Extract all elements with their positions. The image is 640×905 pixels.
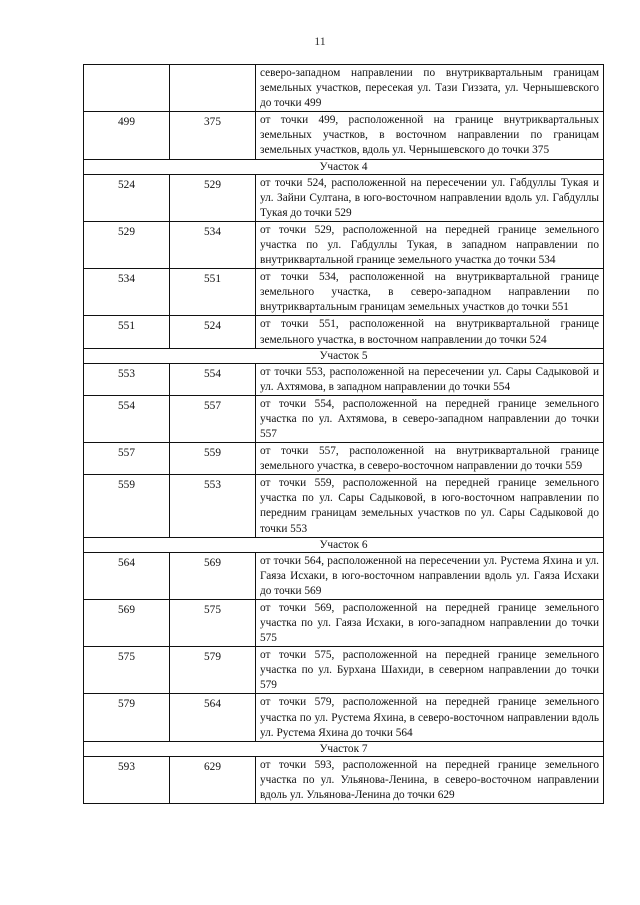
table-row — [84, 475, 604, 537]
to-point-cell: 569 — [170, 552, 256, 599]
to-point-cell — [170, 65, 256, 112]
description-cell: от точки 575, расположенной на передней границе земельного участка по ул. Бурхана Шахиди, в северном направлении до точки 579 — [256, 647, 604, 694]
section-header-row — [84, 537, 604, 552]
table-row — [84, 221, 604, 268]
table-row — [84, 112, 604, 159]
from-point-cell: 579 — [84, 694, 170, 741]
description-cell: от точки 554, расположенной на передней границе земельного участка по ул. Ахтямова, в северо-западном направлении до точки 557 — [256, 395, 604, 442]
table-row — [84, 65, 604, 112]
section-title: Участок 6 — [84, 537, 604, 552]
description-cell: от точки 559, расположенной на передней границе земельного участка по ул. Сары Садыковой, в юго-восточном направлении по передним границам земельных участков по ул. Сары Садыковой до точки 553 — [256, 475, 604, 537]
to-point-cell: 557 — [170, 395, 256, 442]
section-title: Участок 4 — [84, 159, 604, 174]
description-cell: от точки 534, расположенной на внутриквартальной границе земельного участка, в северо-западном направлении по внутриквартальным границам земельных участков до точки 551 — [256, 269, 604, 316]
to-point-cell: 579 — [170, 647, 256, 694]
to-point-cell: 553 — [170, 475, 256, 537]
description-cell: от точки 579, расположенной на передней границе земельного участка по ул. Рустема Яхина, в северо-восточном направлении вдоль ул. Рустема Яхина до точки 564 — [256, 694, 604, 741]
to-point-cell: 575 — [170, 599, 256, 646]
boundary-table — [83, 64, 604, 804]
from-point-cell: 593 — [84, 756, 170, 803]
from-point-cell: 553 — [84, 363, 170, 395]
table-row — [84, 316, 604, 348]
from-point-cell: 554 — [84, 395, 170, 442]
to-point-cell: 529 — [170, 174, 256, 221]
from-point-cell: 551 — [84, 316, 170, 348]
to-point-cell: 375 — [170, 112, 256, 159]
table-row — [84, 443, 604, 475]
from-point-cell: 575 — [84, 647, 170, 694]
description-cell: от точки 557, расположенной на внутриквартальной границе земельного участка, в северо-восточном направлении до точки 559 — [256, 443, 604, 475]
from-point-cell: 559 — [84, 475, 170, 537]
to-point-cell: 551 — [170, 269, 256, 316]
description-cell: от точки 553, расположенной на пересечении ул. Сары Садыковой и ул. Ахтямова, в западном направлении до точки 554 — [256, 363, 604, 395]
table-row — [84, 269, 604, 316]
description-cell: от точки 564, расположенной на пересечении ул. Рустема Яхина и ул. Гаяза Исхаки, в юго-восточном направлении вдоль ул. Гаяза Исхаки до точки 569 — [256, 552, 604, 599]
table-row — [84, 599, 604, 646]
description-cell: от точки 529, расположенной на передней границе земельного участка по ул. Габдуллы Тукая, в западном направлении по внутриквартальной границе земельного участка до точки 534 — [256, 221, 604, 268]
description-cell: от точки 524, расположенной на пересечении ул. Габдуллы Тукая и ул. Зайни Султана, в юго-восточном направлении вдоль ул. Габдуллы Тукая до точки 529 — [256, 174, 604, 221]
description-cell: от точки 593, расположенной на передней границе земельного участка по ул. Ульянова-Ленина, в северо-восточном направлении вдоль ул. Ульянова-Ленина до точки 629 — [256, 756, 604, 803]
table-row — [84, 756, 604, 803]
from-point-cell: 534 — [84, 269, 170, 316]
to-point-cell: 524 — [170, 316, 256, 348]
section-header-row — [84, 741, 604, 756]
from-point-cell: 524 — [84, 174, 170, 221]
section-header-row — [84, 159, 604, 174]
from-point-cell: 529 — [84, 221, 170, 268]
to-point-cell: 554 — [170, 363, 256, 395]
from-point-cell — [84, 65, 170, 112]
table-row — [84, 395, 604, 442]
table-row — [84, 363, 604, 395]
page-number: 11 — [314, 34, 326, 48]
table-row — [84, 647, 604, 694]
table-row — [84, 552, 604, 599]
table-row — [84, 694, 604, 741]
to-point-cell: 534 — [170, 221, 256, 268]
table-row — [84, 174, 604, 221]
to-point-cell: 564 — [170, 694, 256, 741]
from-point-cell: 499 — [84, 112, 170, 159]
from-point-cell: 557 — [84, 443, 170, 475]
to-point-cell: 629 — [170, 756, 256, 803]
description-cell: северо-западном направлении по внутриквартальным границам земельных участков, пересекая ул. Тази Гиззата, ул. Чернышевского до точки 499 — [256, 65, 604, 112]
from-point-cell: 569 — [84, 599, 170, 646]
section-header-row — [84, 348, 604, 363]
description-cell: от точки 499, расположенной на границе внутриквартальных земельных участков, в восточном направлении по границам земельных участков, вдоль ул. Чернышевского до точки 375 — [256, 112, 604, 159]
from-point-cell: 564 — [84, 552, 170, 599]
section-title: Участок 5 — [84, 348, 604, 363]
description-cell: от точки 569, расположенной на передней границе земельного участка по ул. Гаяза Исхаки, в юго-западном направлении до точки 575 — [256, 599, 604, 646]
to-point-cell: 559 — [170, 443, 256, 475]
description-cell: от точки 551, расположенной на внутриквартальной границе земельного участка, в восточном направлении до точки 524 — [256, 316, 604, 348]
boundary-table-body — [84, 65, 604, 804]
section-title: Участок 7 — [84, 741, 604, 756]
